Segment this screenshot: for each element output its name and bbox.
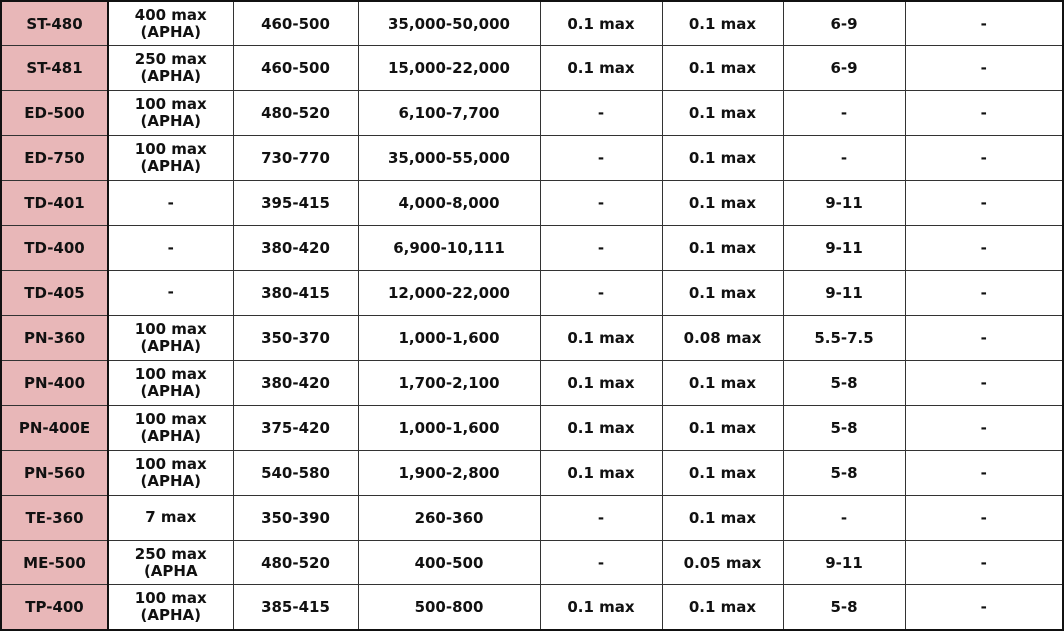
spec-cell-5: -: [540, 495, 662, 540]
viscosity-cell: 500-800: [358, 585, 540, 630]
viscosity-cell: 1,000-1,600: [358, 405, 540, 450]
color-spec-value: 100 max: [134, 589, 207, 608]
product-code-cell: ST-480: [1, 1, 108, 46]
spec-cell-6: 0.1 max: [662, 405, 783, 450]
color-spec-unit: (APHA): [140, 112, 201, 131]
table-row: [1, 360, 1063, 405]
range-cell: 480-520: [233, 91, 358, 136]
ph-cell: -: [783, 91, 905, 136]
last-spec-cell: -: [905, 405, 1063, 450]
viscosity-cell: 35,000-55,000: [358, 136, 540, 181]
product-code-cell: TD-405: [1, 271, 108, 316]
viscosity-cell: 1,700-2,100: [358, 360, 540, 405]
table-row: [1, 91, 1063, 136]
color-spec-cell: [108, 315, 233, 360]
table-row: [1, 46, 1063, 91]
range-cell: 540-580: [233, 450, 358, 495]
ph-cell: 5-8: [783, 360, 905, 405]
last-spec-cell: -: [905, 315, 1063, 360]
product-code-cell: ME-500: [1, 540, 108, 585]
range-cell: 375-420: [233, 405, 358, 450]
spec-cell-5: -: [540, 226, 662, 271]
color-spec-value: 250 max: [134, 50, 207, 69]
color-spec-unit: (APHA: [143, 561, 198, 580]
color-spec-value: 100 max: [134, 409, 207, 428]
color-spec-cell: [108, 405, 233, 450]
ph-cell: 5-8: [783, 405, 905, 450]
color-spec-value: 100 max: [134, 95, 207, 114]
product-code-cell: ED-500: [1, 91, 108, 136]
last-spec-cell: -: [905, 360, 1063, 405]
color-spec-unit: (APHA): [140, 22, 201, 41]
ph-cell: 9-11: [783, 540, 905, 585]
viscosity-cell: 400-500: [358, 540, 540, 585]
spec-cell-6: 0.1 max: [662, 181, 783, 226]
color-spec-unit: (APHA): [140, 157, 201, 176]
color-spec-value: 250 max: [134, 544, 207, 563]
range-cell: 350-390: [233, 495, 358, 540]
last-spec-cell: -: [905, 226, 1063, 271]
viscosity-cell: 6,100-7,700: [358, 91, 540, 136]
table-row: [1, 450, 1063, 495]
table-row: [1, 1, 1063, 46]
last-spec-cell: -: [905, 495, 1063, 540]
spec-cell-6: 0.08 max: [662, 315, 783, 360]
spec-cell-5: -: [540, 271, 662, 316]
spec-cell-5: 0.1 max: [540, 1, 662, 46]
spec-cell-6: 0.1 max: [662, 226, 783, 271]
range-cell: 380-420: [233, 360, 358, 405]
spec-cell-5: 0.1 max: [540, 585, 662, 630]
color-spec-unit: (APHA): [140, 381, 201, 400]
range-cell: 730-770: [233, 136, 358, 181]
range-cell: 480-520: [233, 540, 358, 585]
last-spec-cell: -: [905, 540, 1063, 585]
spec-cell-6: 0.1 max: [662, 136, 783, 181]
ph-cell: -: [783, 136, 905, 181]
product-code-cell: ED-750: [1, 136, 108, 181]
range-cell: 350-370: [233, 315, 358, 360]
product-code-cell: PN-360: [1, 315, 108, 360]
ph-cell: 9-11: [783, 271, 905, 316]
color-spec-cell: -: [108, 181, 233, 226]
spec-cell-5: -: [540, 91, 662, 136]
spec-cell-6: 0.1 max: [662, 91, 783, 136]
range-cell: 460-500: [233, 46, 358, 91]
color-spec-value: 100 max: [134, 319, 207, 338]
last-spec-cell: -: [905, 450, 1063, 495]
product-code-cell: TD-401: [1, 181, 108, 226]
table-row: [1, 181, 1063, 226]
range-cell: 380-415: [233, 271, 358, 316]
table-row: [1, 136, 1063, 181]
last-spec-cell: -: [905, 181, 1063, 226]
last-spec-cell: -: [905, 136, 1063, 181]
product-code-cell: TD-400: [1, 226, 108, 271]
ph-cell: 6-9: [783, 46, 905, 91]
spec-cell-5: 0.1 max: [540, 450, 662, 495]
table-row: [1, 226, 1063, 271]
color-spec-unit: (APHA): [140, 606, 201, 625]
viscosity-cell: 15,000-22,000: [358, 46, 540, 91]
spec-cell-6: 0.1 max: [662, 360, 783, 405]
color-spec-cell: [108, 91, 233, 136]
spec-cell-6: 0.1 max: [662, 585, 783, 630]
last-spec-cell: -: [905, 271, 1063, 316]
spec-cell-6: 0.05 max: [662, 540, 783, 585]
viscosity-cell: 12,000-22,000: [358, 271, 540, 316]
color-spec-cell: [108, 136, 233, 181]
table-row: [1, 315, 1063, 360]
spec-cell-5: -: [540, 181, 662, 226]
ph-cell: 6-9: [783, 1, 905, 46]
range-cell: 460-500: [233, 1, 358, 46]
product-code-cell: TP-400: [1, 585, 108, 630]
color-spec-cell: [108, 360, 233, 405]
ph-cell: 9-11: [783, 226, 905, 271]
spec-cell-5: 0.1 max: [540, 405, 662, 450]
color-spec-cell: -: [108, 271, 233, 316]
color-spec-cell: [108, 540, 233, 585]
color-spec-value: 100 max: [134, 364, 207, 383]
range-cell: 395-415: [233, 181, 358, 226]
viscosity-cell: 35,000-50,000: [358, 1, 540, 46]
spec-cell-5: -: [540, 540, 662, 585]
viscosity-cell: 1,000-1,600: [358, 315, 540, 360]
color-spec-cell: -: [108, 226, 233, 271]
color-spec-cell: [108, 585, 233, 630]
viscosity-cell: 1,900-2,800: [358, 450, 540, 495]
color-spec-unit: (APHA): [140, 426, 201, 445]
color-spec-cell: [108, 450, 233, 495]
table-row: [1, 540, 1063, 585]
color-spec-cell: [108, 1, 233, 46]
range-cell: 385-415: [233, 585, 358, 630]
last-spec-cell: -: [905, 585, 1063, 630]
table-row: [1, 271, 1063, 316]
product-code-cell: PN-400: [1, 360, 108, 405]
table-row: [1, 585, 1063, 630]
table-row: [1, 495, 1063, 540]
spec-cell-6: 0.1 max: [662, 1, 783, 46]
spec-cell-6: 0.1 max: [662, 271, 783, 316]
table-row: [1, 405, 1063, 450]
spec-cell-6: 0.1 max: [662, 46, 783, 91]
color-spec-value: 100 max: [134, 140, 207, 159]
spec-cell-5: -: [540, 136, 662, 181]
product-code-cell: TE-360: [1, 495, 108, 540]
ph-cell: 9-11: [783, 181, 905, 226]
last-spec-cell: -: [905, 46, 1063, 91]
color-spec-unit: (APHA): [140, 471, 201, 490]
color-spec-value: 100 max: [134, 454, 207, 473]
spec-cell-5: 0.1 max: [540, 360, 662, 405]
spec-cell-6: 0.1 max: [662, 495, 783, 540]
range-cell: 380-420: [233, 226, 358, 271]
viscosity-cell: 4,000-8,000: [358, 181, 540, 226]
viscosity-cell: 260-360: [358, 495, 540, 540]
color-spec-cell: [108, 46, 233, 91]
spec-cell-5: 0.1 max: [540, 46, 662, 91]
ph-cell: 5-8: [783, 450, 905, 495]
spec-table-body: [1, 1, 1063, 630]
color-spec-unit: (APHA): [140, 336, 201, 355]
color-spec-unit: (APHA): [140, 67, 201, 86]
viscosity-cell: 6,900-10,111: [358, 226, 540, 271]
color-spec-value: 400 max: [134, 5, 207, 24]
ph-cell: 5-8: [783, 585, 905, 630]
spec-cell-5: 0.1 max: [540, 315, 662, 360]
spec-cell-6: 0.1 max: [662, 450, 783, 495]
last-spec-cell: -: [905, 91, 1063, 136]
product-code-cell: PN-400E: [1, 405, 108, 450]
ph-cell: 5.5-7.5: [783, 315, 905, 360]
last-spec-cell: -: [905, 1, 1063, 46]
ph-cell: -: [783, 495, 905, 540]
product-code-cell: ST-481: [1, 46, 108, 91]
color-spec-cell: 7 max: [108, 495, 233, 540]
product-code-cell: PN-560: [1, 450, 108, 495]
